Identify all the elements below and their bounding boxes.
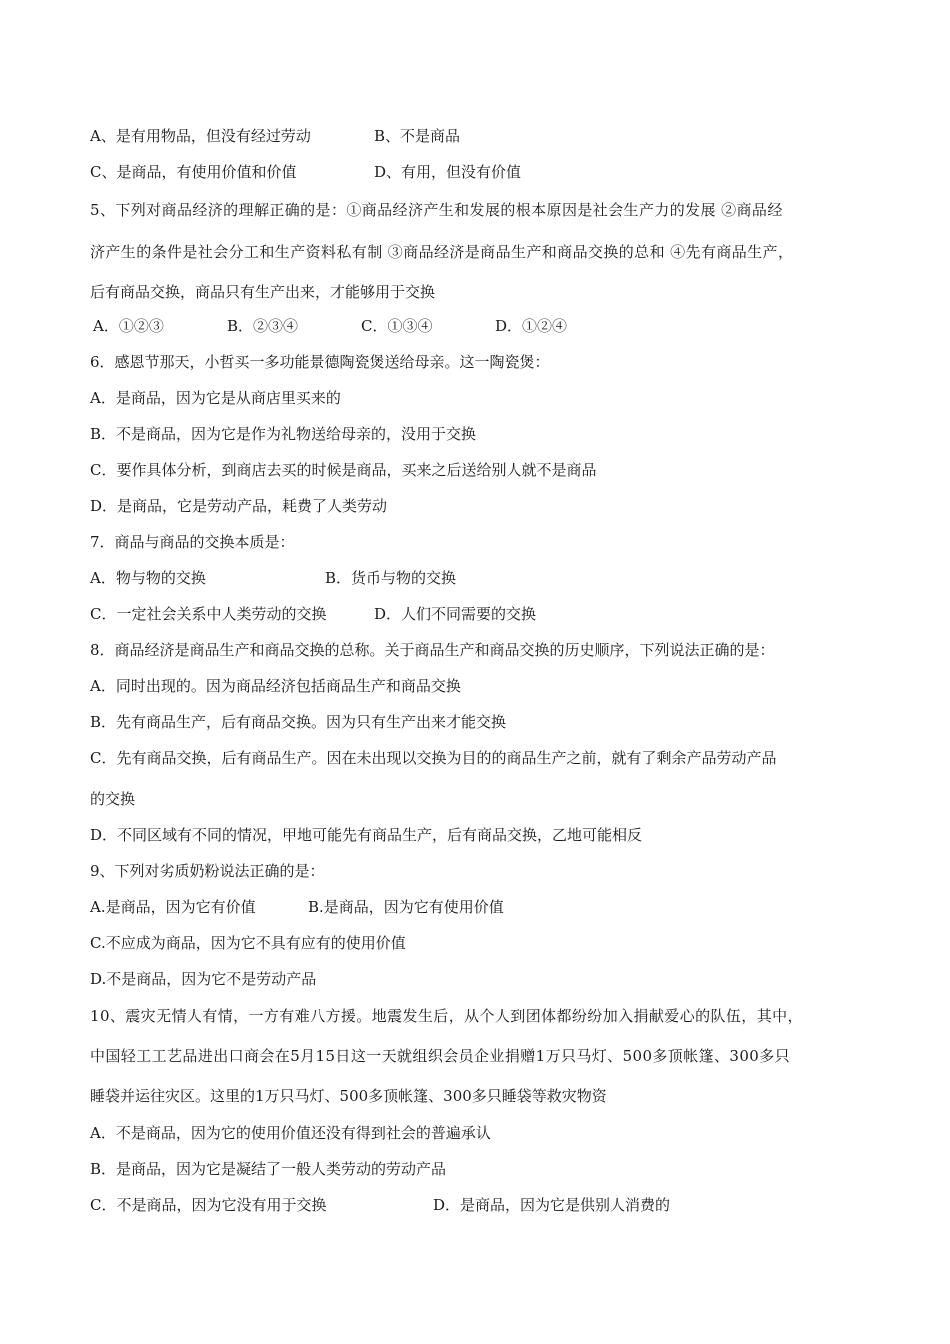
q7-option-d: D．人们不同需要的交换 [374, 605, 537, 623]
q4-option-c: C、是商品，有使用价值和价值 [90, 163, 297, 181]
q10-option-a: A．不是商品，因为它的使用价值还没有得到社会的普遍承认 [90, 1124, 491, 1142]
q6-option-a: A．是商品，因为它是从商店里买来的 [90, 389, 341, 407]
q5-option-a: A．①②③ [93, 317, 164, 335]
q9-option-c: C.不应成为商品，因为它不具有应有的使用价值 [90, 934, 406, 952]
q6-option-b: B．不是商品，因为它是作为礼物送给母亲的，没用于交换 [90, 425, 477, 443]
q9-option-a: A.是商品，因为它有价值 [90, 898, 256, 916]
q5-option-c: C．①③④ [361, 317, 433, 335]
q8-option-c-line-1: C．先有商品交换，后有商品生产。因在未出现以交换为目的的商品生产之前，就有了剩余产品劳动产品 [90, 749, 777, 767]
q9-stem: 9、下列对劣质奶粉说法正确的是： [90, 862, 325, 880]
q5-option-d: D．①②④ [495, 317, 568, 335]
q10-option-b: B．是商品，因为它是凝结了一般人类劳动的劳动产品 [90, 1160, 447, 1178]
q4-option-a: A、是有用物品，但没有经过劳动 [90, 127, 311, 145]
q10-option-c: C．不是商品，因为它没有用于交换 [90, 1196, 327, 1214]
q10-stem-line-3: 睡袋并运往灾区。这里的1万只马灯、500多顶帐篷、300多只睡袋等救灾物资 [90, 1087, 607, 1105]
q8-option-d: D．不同区域有不同的情况，甲地可能先有商品生产，后有商品交换，乙地可能相反 [90, 826, 643, 844]
q7-option-a: A．物与物的交换 [90, 569, 206, 587]
q6-option-c: C．要作具体分析，到商店去买的时候是商品，买来之后送给别人就不是商品 [90, 461, 597, 479]
q6-option-d: D．是商品，它是劳动产品，耗费了人类劳动 [90, 497, 388, 515]
q10-stem-line-1: 10、震灾无情人有情，一方有难八方援。地震发生后，从个人到团体都纷纷加入捐献爱心的队伍，其中， [90, 1007, 803, 1025]
q10-option-d: D．是商品，因为它是供别人消费的 [433, 1196, 671, 1214]
q8-option-c-line-2: 的交换 [90, 790, 136, 808]
q7-option-b: B．货币与物的交换 [325, 569, 457, 587]
q7-option-c: C．一定社会关系中人类劳动的交换 [90, 605, 327, 623]
q4-option-d: D、有用，但没有价值 [374, 163, 522, 181]
q9-option-b: B.是商品，因为它有使用价值 [308, 898, 504, 916]
q8-option-a: A．同时出现的。因为商品经济包括商品生产和商品交换 [90, 677, 461, 695]
q5-stem-line-1: 5、下列对商品经济的理解正确的是：①商品经济产生和发展的根本原因是社会生产力的发展 ②商品经 [90, 201, 783, 219]
q9-option-d: D.不是商品，因为它不是劳动产品 [90, 970, 317, 988]
q6-stem: 6．感恩节那天，小哲买一多功能景德陶瓷煲送给母亲。这一陶瓷煲： [90, 353, 550, 371]
q5-option-b: B．②③④ [227, 317, 299, 335]
q5-stem-line-3: 后有商品交换，商品只有生产出来，才能够用于交换 [90, 283, 436, 301]
q5-stem-line-2: 济产生的条件是社会分工和生产资料私有制 ③商品经济是商品生产和商品交换的总和 ④先有商品生产， [90, 243, 794, 261]
q4-option-b: B、不是商品 [374, 127, 461, 145]
q8-option-b: B．先有商品生产，后有商品交换。因为只有生产出来才能交换 [90, 713, 507, 731]
q8-stem: 8．商品经济是商品生产和商品交换的总称。关于商品生产和商品交换的历史顺序，下列说法正确的是： [90, 641, 775, 659]
q7-stem: 7．商品与商品的交换本质是： [90, 533, 295, 551]
q10-stem-line-2: 中国轻工工艺品进出口商会在5月15日这一天就组织会员企业捐赠1万只马灯、500多顶帐篷、300多只 [90, 1047, 791, 1065]
